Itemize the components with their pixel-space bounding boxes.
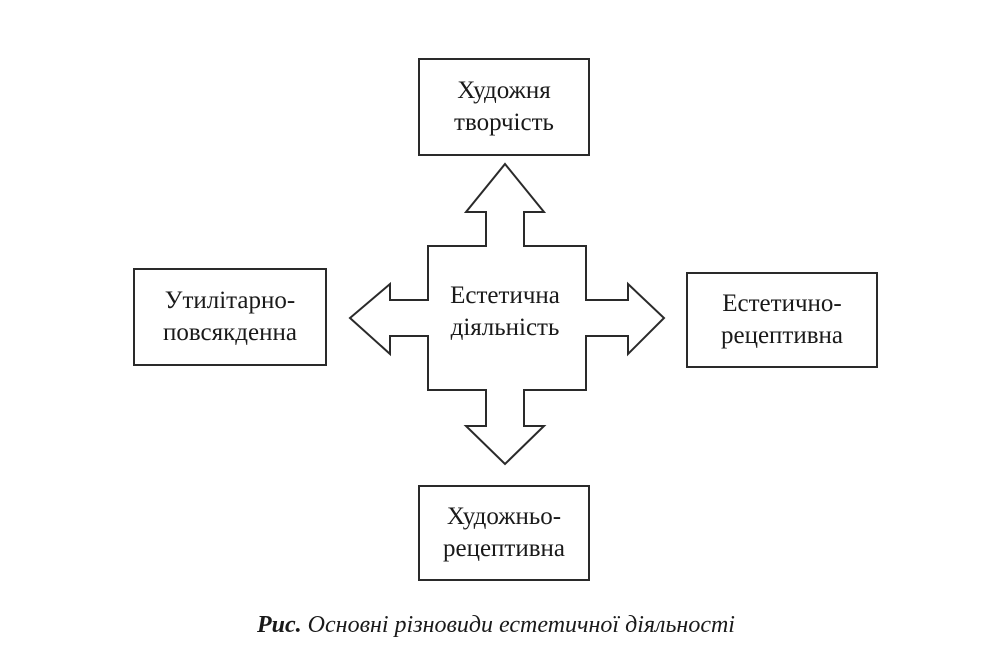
box-left-line1: Утилітарно- <box>164 287 296 314</box>
box-bottom-line1: Художньо- <box>446 503 562 530</box>
box-right-line2: рецептивна <box>720 322 844 349</box>
center-label <box>430 280 580 344</box>
box-right-line1: Естетично- <box>722 290 842 317</box>
box-utilitarian-everyday <box>133 268 327 366</box>
box-artistic-receptive <box>418 485 590 581</box>
caption-prefix: Рис. <box>257 612 302 638</box>
figure-caption <box>0 612 992 639</box>
box-bottom-line2: рецептивна <box>442 535 566 562</box>
box-left-line2: повсякденна <box>163 319 297 346</box>
caption-text: Основні різновиди естетичної діяльності <box>307 612 735 638</box>
box-aesthetic-receptive <box>686 272 878 368</box>
box-top-line1: Художня <box>457 77 551 104</box>
center-label-line2: діяльність <box>450 314 560 341</box>
center-label-line1: Естетична <box>450 282 560 309</box>
box-top-line2: творчість <box>454 109 554 136</box>
box-artistic-creativity <box>418 58 590 156</box>
